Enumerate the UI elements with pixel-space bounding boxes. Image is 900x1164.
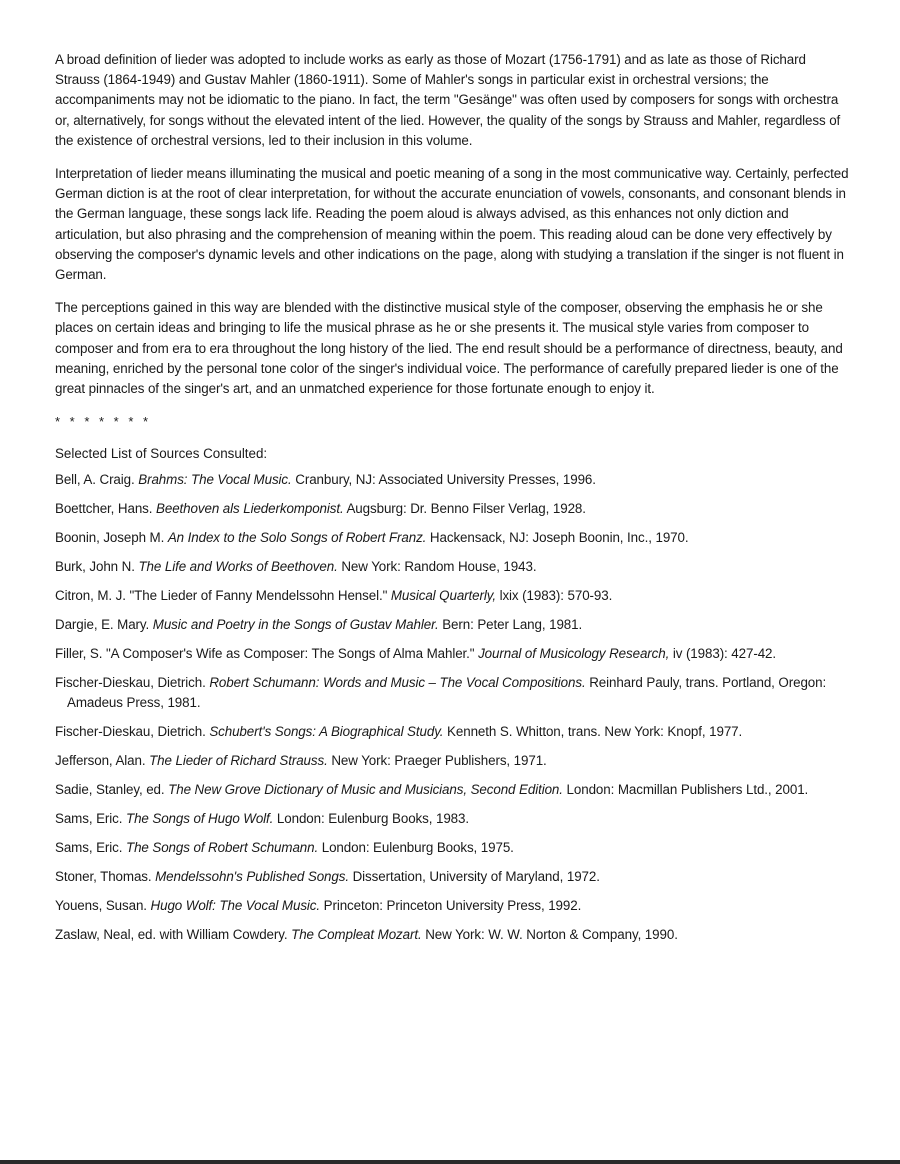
source-item bbox=[55, 809, 850, 829]
source-item bbox=[55, 867, 850, 887]
source-author: Stoner, Thomas. bbox=[55, 869, 156, 885]
source-publication: London: Macmillan Publishers Ltd., 2001. bbox=[562, 782, 809, 798]
source-author: Burk, John N. bbox=[55, 559, 139, 575]
source-title: The Compleat Mozart. bbox=[291, 927, 422, 943]
source-publication: Dissertation, University of Maryland, 1972. bbox=[348, 869, 600, 885]
source-author: Citron, M. J. "The Lieder of Fanny Mendelssohn Hensel." bbox=[55, 588, 391, 604]
source-publication: iv (1983): 427-42. bbox=[669, 646, 777, 662]
source-title: Beethoven als Liederkomponist. bbox=[156, 501, 344, 517]
section-separator: * * * * * * * bbox=[55, 414, 152, 430]
source-title: Hugo Wolf: The Vocal Music. bbox=[150, 898, 321, 914]
source-title: Music and Poetry in the Songs of Gustav Mahler. bbox=[152, 617, 439, 633]
source-item bbox=[55, 644, 850, 664]
source-author: Filler, S. "A Composer's Wife as Composer: The Songs of Alma Mahler." bbox=[55, 646, 479, 662]
source-publication: Cranbury, NJ: Associated University Presses, 1996. bbox=[291, 472, 596, 488]
source-title: Brahms: The Vocal Music. bbox=[138, 472, 292, 488]
paragraph-definition: A broad definition of lieder was adopted to include works as early as those of Mozart (1756-1791) and as late as those of Richard Strauss (1864-1949) and Gustav Mahler (1860-1911). Some of Mahler's songs in particular exist in orchestral versions; the accompaniments may not be idiomatic to the piano. In fact, the term "Gesänge" was often used by composers for songs with orchestra or, alternatively, for songs without the elevated intent of the lied. However, the quality of the songs by Strauss and Mahler, regardless of the existence of orchestral versions, led to their inclusion in this volume. bbox=[55, 52, 841, 148]
source-item bbox=[55, 896, 850, 916]
sources-heading: Selected List of Sources Consulted: bbox=[55, 446, 268, 462]
paragraph-perceptions: The perceptions gained in this way are blended with the distinctive musical style of the composer, observing the emphasis he or she places on certain ideas and bringing to life the musical phrase as he or she presents it. The musical style varies from composer to composer and from era to era throughout the long history of the lied. The end result should be a performance of directness, beauty, and meaning, enriched by the personal tone color of the singer's individual voice. The performance of carefully prepared lieder is one of the great pinnacles of the singer's art, and an unmatched experience for those fortunate enough to enjoy it. bbox=[55, 300, 843, 397]
source-item bbox=[55, 557, 850, 577]
source-author: Sams, Eric. bbox=[55, 840, 126, 856]
paragraph-interpretation: Interpretation of lieder means illuminating the musical and poetic meaning of a song in the most communicative way. Certainly, perfected German diction is at the root of clear interpretation, for without the accurate enunciation of vowels, consonants, and consonant blends in the German language, these songs lack life. Reading the poem aloud is always advised, as this enhances not only diction and articulation, but also phrasing and the comprehension of meaning within the poem. This reading aloud can be done very effectively by observing the composer's dynamic levels and other indications on the page, along with studying a translation if the singer is not fluent in German. bbox=[55, 166, 849, 283]
source-author: Bell, A. Craig. bbox=[55, 472, 139, 488]
source-author: Jefferson, Alan. bbox=[55, 753, 150, 769]
source-publication: London: Eulenburg Books, 1975. bbox=[318, 840, 514, 856]
source-author: Sadie, Stanley, ed. bbox=[55, 782, 169, 798]
source-author: Zaslaw, Neal, ed. with William Cowdery. bbox=[55, 927, 292, 943]
source-item bbox=[55, 528, 850, 548]
source-item bbox=[55, 925, 850, 945]
source-publication: Kenneth S. Whitton, trans. New York: Knopf, 1977. bbox=[443, 724, 743, 740]
source-title: Schubert's Songs: A Biographical Study. bbox=[209, 724, 444, 740]
source-item bbox=[55, 722, 850, 742]
document-page bbox=[55, 50, 850, 954]
source-title: An Index to the Solo Songs of Robert Franz. bbox=[167, 530, 427, 546]
source-author: Youens, Susan. bbox=[55, 898, 151, 914]
source-publication: New York: Random House, 1943. bbox=[337, 559, 537, 575]
source-title: The Life and Works of Beethoven. bbox=[138, 559, 338, 575]
source-publication: lxix (1983): 570-93. bbox=[495, 588, 613, 604]
source-author: Fischer-Dieskau, Dietrich. bbox=[55, 675, 210, 691]
source-title: The Lieder of Richard Strauss. bbox=[149, 753, 328, 769]
source-item bbox=[55, 673, 850, 713]
source-item bbox=[55, 780, 850, 800]
source-item bbox=[55, 470, 850, 490]
source-author: Boonin, Joseph M. bbox=[55, 530, 168, 546]
source-author: Sams, Eric. bbox=[55, 811, 126, 827]
source-item bbox=[55, 499, 850, 519]
source-item bbox=[55, 615, 850, 635]
source-title: Journal of Musicology Research, bbox=[478, 646, 670, 662]
source-item bbox=[55, 838, 850, 858]
source-item bbox=[55, 751, 850, 771]
source-title: Mendelssohn's Published Songs. bbox=[155, 869, 349, 885]
source-author: Fischer-Dieskau, Dietrich. bbox=[55, 724, 210, 740]
sources-list bbox=[55, 470, 850, 945]
source-publication: London: Eulenburg Books, 1983. bbox=[273, 811, 469, 827]
source-publication: Reinhard Pauly, trans. Portland, Oregon: Amadeus Press, 1981. bbox=[67, 675, 827, 711]
source-publication: New York: W. W. Norton & Company, 1990. bbox=[421, 927, 678, 943]
source-item bbox=[55, 586, 850, 606]
page-bottom-border bbox=[0, 1160, 900, 1164]
source-title: Robert Schumann: Words and Music – The Vocal Compositions. bbox=[209, 675, 586, 691]
source-publication: New York: Praeger Publishers, 1971. bbox=[327, 753, 547, 769]
source-publication: Bern: Peter Lang, 1981. bbox=[438, 617, 583, 633]
source-author: Boettcher, Hans. bbox=[55, 501, 157, 517]
source-author: Dargie, E. Mary. bbox=[55, 617, 153, 633]
source-publication: Princeton: Princeton University Press, 1992. bbox=[320, 898, 582, 914]
source-title: The Songs of Hugo Wolf. bbox=[125, 811, 274, 827]
source-title: Musical Quarterly, bbox=[390, 588, 496, 604]
source-publication: Hackensack, NJ: Joseph Boonin, Inc., 1970. bbox=[426, 530, 689, 546]
source-publication: Augsburg: Dr. Benno Filser Verlag, 1928. bbox=[343, 501, 586, 517]
source-title: The New Grove Dictionary of Music and Musicians, Second Edition. bbox=[168, 782, 563, 798]
source-title: The Songs of Robert Schumann. bbox=[125, 840, 319, 856]
